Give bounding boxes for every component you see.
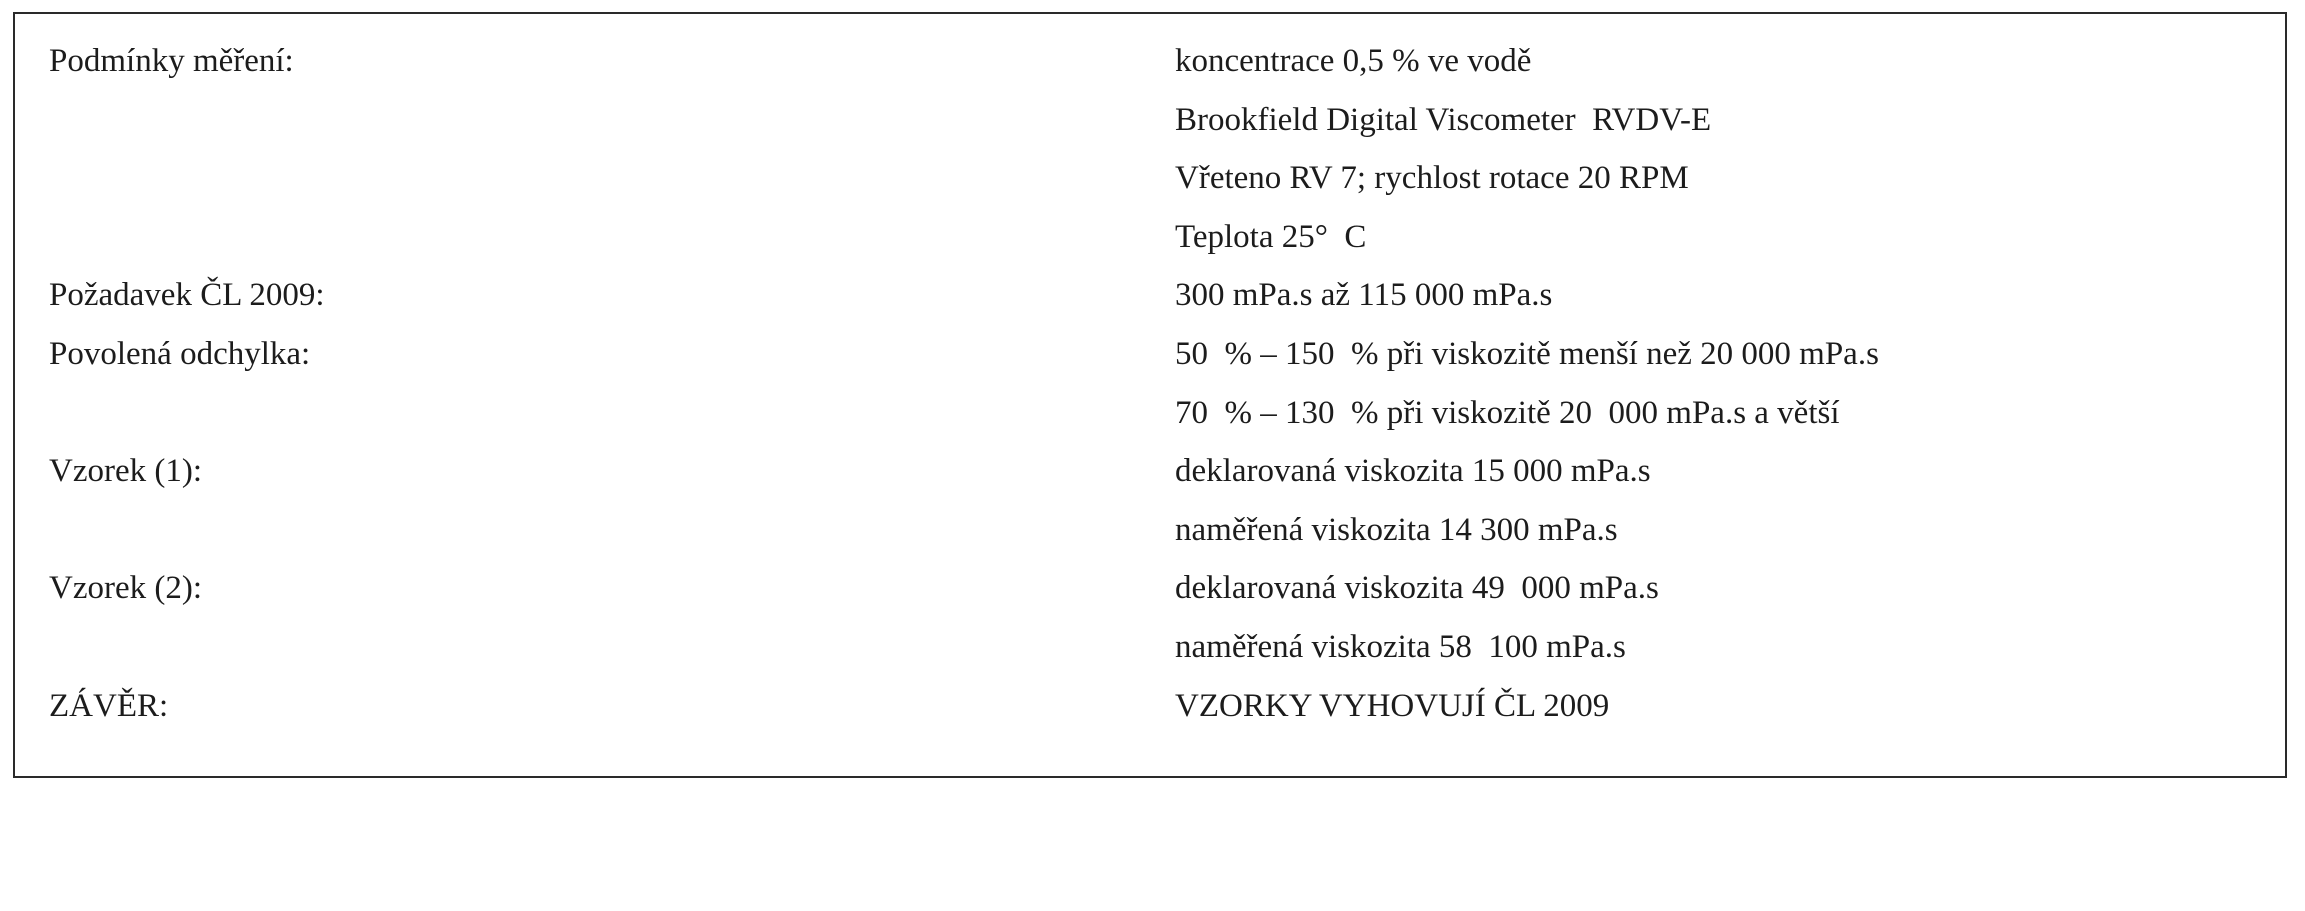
row-value: naměřená viskozita 58 100 mPa.s <box>1175 628 1626 665</box>
row-value: naměřená viskozita 14 300 mPa.s <box>1175 511 1618 548</box>
measurement-table <box>13 12 2287 778</box>
row-label: Vzorek (2): <box>49 570 203 607</box>
table-row <box>15 618 2285 677</box>
row-label: Podmínky měření: <box>49 43 294 79</box>
conclusion-value: VZORKY VYHOVUJÍ ČL 2009 <box>1175 687 1610 724</box>
row-value: deklarovaná viskozita 15 000 mPa.s <box>1175 453 1651 490</box>
table-row <box>15 559 2285 618</box>
table-row <box>15 442 2285 501</box>
row-value: Brookfield Digital Viscometer RVDV-E <box>1175 101 1712 138</box>
row-label: Požadavek ČL 2009: <box>49 277 325 314</box>
conclusion-label: ZÁVĚR: <box>49 687 169 724</box>
table-row <box>15 384 2285 443</box>
table-row <box>15 91 2285 150</box>
table-row <box>15 266 2285 325</box>
row-value: Vřeteno RV 7; rychlost rotace 20 RPM <box>1175 160 1689 197</box>
table-row <box>15 325 2285 384</box>
table-row <box>15 501 2285 560</box>
row-value: 50 % – 150 % při viskozitě menší než 20 000 mPa.s <box>1175 335 1879 372</box>
table-body <box>15 32 2285 735</box>
row-label: Vzorek (1): <box>49 453 203 490</box>
row-value: 70 % – 130 % při viskozitě 20 000 mPa.s a větší <box>1175 394 1840 431</box>
row-value: deklarovaná viskozita 49 000 mPa.s <box>1175 570 1659 607</box>
table-row <box>15 208 2285 267</box>
row-value: 300 mPa.s až 115 000 mPa.s <box>1175 277 1553 314</box>
table-row <box>15 149 2285 208</box>
table-row <box>15 677 2285 736</box>
row-label: Povolená odchylka: <box>49 335 311 372</box>
row-value: koncentrace 0,5 % ve vodě <box>1175 43 1532 79</box>
table-row <box>15 32 2285 91</box>
row-value: Teplota 25° C <box>1175 218 1367 255</box>
